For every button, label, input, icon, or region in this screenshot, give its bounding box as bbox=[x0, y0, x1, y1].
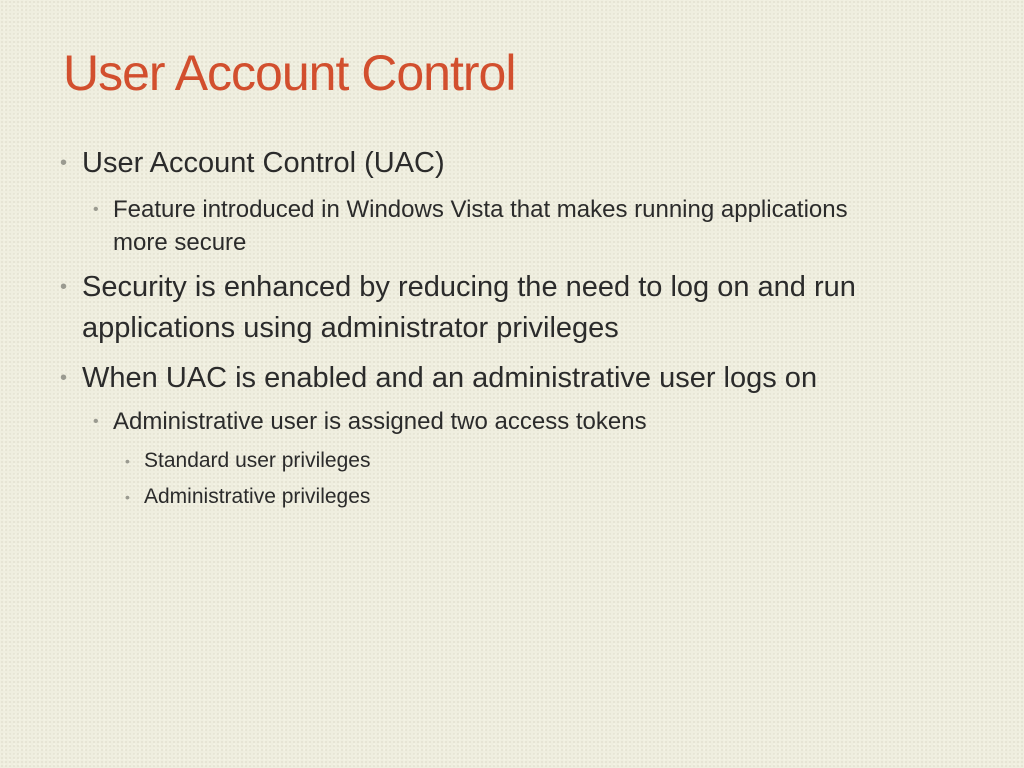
bullet-item bbox=[125, 446, 844, 476]
bullet-text: User Account Control (UAC) bbox=[82, 147, 445, 179]
bullet-item bbox=[93, 193, 873, 259]
bullet-text: Feature introduced in Windows Vista that makes running applications more secure bbox=[113, 196, 848, 256]
bullet-dot-icon: • bbox=[60, 152, 68, 174]
bullet-text: When UAC is enabled and an administrative user logs on bbox=[82, 362, 818, 394]
bullet-dot-icon: • bbox=[93, 413, 99, 430]
bullet-dot-icon: • bbox=[60, 276, 68, 298]
bullet-item bbox=[125, 482, 844, 512]
bullet-dot-icon: • bbox=[60, 367, 68, 389]
bullet-item bbox=[60, 267, 962, 349]
bullet-item bbox=[60, 143, 962, 184]
bullet-dot-icon: • bbox=[93, 201, 99, 218]
bullet-dot-icon: • bbox=[125, 489, 130, 505]
bullet-dot-icon: • bbox=[125, 453, 130, 469]
bullet-text: Administrative user is assigned two access tokens bbox=[113, 408, 647, 435]
slide-title: User Account Control bbox=[63, 45, 516, 101]
bullet-text: Administrative privileges bbox=[144, 485, 371, 508]
bullet-item bbox=[93, 405, 873, 438]
bullet-text: Security is enhanced by reducing the need to log on and run applications using administrator privileges bbox=[82, 271, 856, 344]
bullet-item bbox=[60, 358, 962, 399]
bullet-text: Standard user privileges bbox=[144, 449, 371, 472]
